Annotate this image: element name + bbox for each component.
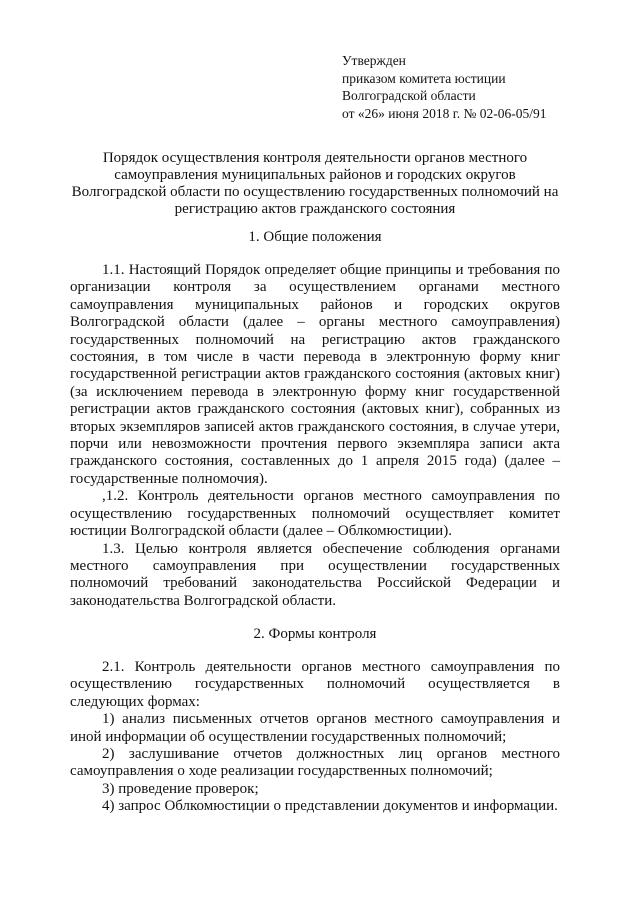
list-item-2: 2) заслушивание отчетов должностных лиц органов местного самоуправления о ходе реализации государственных полномочий; [70, 746, 560, 780]
list-item-4: 4) запрос Облкомюстиции о представлении документов и информации. [102, 798, 558, 815]
paragraph-1-3: 1.3. Целью контроля является обеспечение соблюдения органами местного самоуправления при осуществлении государственных полномочий требований законодательства Российской Федерации и законодательства Волгоградской области. [70, 540, 560, 609]
approval-line-2: приказом комитета юстиции [342, 70, 506, 86]
section-1-body [70, 262, 560, 610]
list-item-1: 1) анализ письменных отчетов органов местного самоуправления и иной информации об осуществлении государственных полномочий; [70, 711, 560, 745]
section-1-heading: 1. Общие положения [248, 229, 382, 245]
paragraph-1-2: ,1.2. Контроль деятельности органов местного самоуправления по осуществлению государственных полномочий осуществляет комитет юстиции Волгоградской области (далее – Облкомюстиции). [70, 488, 560, 540]
approval-line-4: от «26» июня 2018 г. № 02-06-05/91 [342, 105, 547, 121]
approval-line-3: Волгоградской области [342, 88, 476, 103]
document-title: Порядок осуществления контроля деятельности органов местного самоуправления муниципальных районов и городских округов Волгоградской области по осуществлению государственных полномочий на регистрацию актов гражданского состояния [71, 150, 559, 217]
approval-line-1: Утвержден [342, 53, 406, 68]
section-2-heading: 2. Формы контроля [253, 626, 377, 642]
paragraph-2-1: 2.1. Контроль деятельности органов местного самоуправления по осуществлению государственных полномочий осуществляется в следующих формах: [70, 659, 560, 710]
section-2-body [70, 659, 560, 816]
approval-stamp [342, 52, 622, 122]
list-item-3: 3) проведение проверок; [102, 780, 259, 797]
paragraph-1-1: 1.1. Настоящий Порядок определяет общие принципы и требования по организации контроля за осуществлением органами местного самоуправления муниципальных районов и городских округов Волгоградской области (далее – органы местного самоуправления) государственных полномочий на регистрацию актов гражданского состояния, в том числе в части перевода в электронную форму книг государственной регистрации актов гражданского состояния (актовых книг) (за исключением перевода в электронную форму книг государственной регистрации актов гражданского состояния (актовых книг), собранных из вторых экземпляров записей актов гражданского состояния, в случае утери, порчи или невозможности прочтения первого экземпляра записи акта гражданского состояния, составленных до 1 апреля 2015 года) (далее – государственные полномочия). [70, 262, 560, 487]
